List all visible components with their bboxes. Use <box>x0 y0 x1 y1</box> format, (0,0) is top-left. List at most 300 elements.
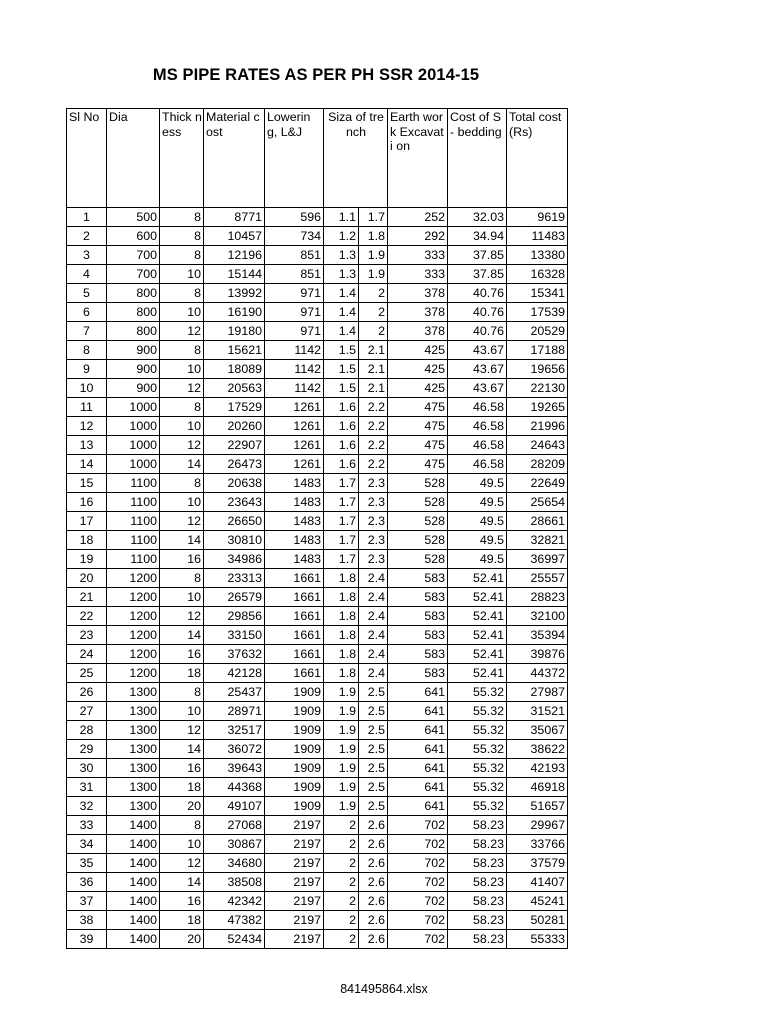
cell-lowering: 1261 <box>265 417 324 436</box>
cell-lowering: 1661 <box>265 569 324 588</box>
cell-sl-no: 23 <box>67 626 107 645</box>
cell-total: 15341 <box>507 284 568 303</box>
cell-bedding: 40.76 <box>448 284 507 303</box>
cell-bedding: 34.94 <box>448 227 507 246</box>
cell-total: 35067 <box>507 721 568 740</box>
cell-total: 44372 <box>507 664 568 683</box>
cell-total: 28823 <box>507 588 568 607</box>
cell-material-cost: 39643 <box>204 759 265 778</box>
cell-trench-width: 1.7 <box>324 531 359 550</box>
cell-dia: 1400 <box>107 873 160 892</box>
cell-thickness: 14 <box>160 531 204 550</box>
cell-earthwork: 702 <box>388 854 448 873</box>
cell-trench-depth: 1.8 <box>359 227 388 246</box>
cell-total: 55333 <box>507 930 568 949</box>
cell-trench-width: 2 <box>324 854 359 873</box>
cell-trench-depth: 2.3 <box>359 493 388 512</box>
header-bedding: Cost of S- bedding <box>448 109 507 208</box>
cell-dia: 1300 <box>107 721 160 740</box>
cell-lowering: 851 <box>265 246 324 265</box>
table-row <box>67 854 568 873</box>
cell-total: 22130 <box>507 379 568 398</box>
cell-bedding: 58.23 <box>448 892 507 911</box>
cell-sl-no: 15 <box>67 474 107 493</box>
cell-earthwork: 641 <box>388 721 448 740</box>
cell-trench-depth: 2.3 <box>359 531 388 550</box>
cell-sl-no: 7 <box>67 322 107 341</box>
cell-lowering: 1909 <box>265 683 324 702</box>
cell-thickness: 8 <box>160 284 204 303</box>
cell-thickness: 12 <box>160 607 204 626</box>
cell-earthwork: 528 <box>388 493 448 512</box>
cell-trench-depth: 2.1 <box>359 379 388 398</box>
cell-sl-no: 12 <box>67 417 107 436</box>
cell-total: 29967 <box>507 816 568 835</box>
cell-sl-no: 19 <box>67 550 107 569</box>
cell-lowering: 1909 <box>265 759 324 778</box>
cell-trench-width: 1.2 <box>324 227 359 246</box>
cell-trench-depth: 2.6 <box>359 892 388 911</box>
cell-trench-depth: 2 <box>359 284 388 303</box>
header-sl-no: Sl No <box>67 109 107 208</box>
cell-total: 28661 <box>507 512 568 531</box>
cell-thickness: 8 <box>160 569 204 588</box>
cell-dia: 1000 <box>107 436 160 455</box>
table-row <box>67 227 568 246</box>
cell-lowering: 1661 <box>265 645 324 664</box>
cell-thickness: 12 <box>160 379 204 398</box>
cell-dia: 1400 <box>107 854 160 873</box>
cell-total: 45241 <box>507 892 568 911</box>
cell-bedding: 52.41 <box>448 588 507 607</box>
cell-lowering: 1483 <box>265 550 324 569</box>
cell-thickness: 14 <box>160 455 204 474</box>
cell-trench-width: 1.6 <box>324 417 359 436</box>
cell-sl-no: 29 <box>67 740 107 759</box>
cell-earthwork: 702 <box>388 892 448 911</box>
cell-trench-depth: 2.6 <box>359 911 388 930</box>
pipe-rates-table <box>66 108 568 949</box>
cell-trench-depth: 2.4 <box>359 588 388 607</box>
cell-dia: 800 <box>107 322 160 341</box>
cell-thickness: 8 <box>160 208 204 227</box>
cell-trench-width: 1.9 <box>324 683 359 702</box>
cell-thickness: 20 <box>160 797 204 816</box>
cell-earthwork: 475 <box>388 436 448 455</box>
cell-thickness: 16 <box>160 645 204 664</box>
cell-trench-depth: 2.6 <box>359 930 388 949</box>
cell-total: 38622 <box>507 740 568 759</box>
cell-lowering: 1909 <box>265 702 324 721</box>
cell-thickness: 10 <box>160 493 204 512</box>
cell-dia: 600 <box>107 227 160 246</box>
cell-lowering: 971 <box>265 284 324 303</box>
cell-bedding: 43.67 <box>448 341 507 360</box>
cell-thickness: 12 <box>160 512 204 531</box>
cell-material-cost: 34986 <box>204 550 265 569</box>
cell-trench-depth: 2.5 <box>359 778 388 797</box>
cell-trench-depth: 2.2 <box>359 417 388 436</box>
cell-material-cost: 37632 <box>204 645 265 664</box>
cell-earthwork: 528 <box>388 531 448 550</box>
table-row <box>67 892 568 911</box>
cell-total: 13380 <box>507 246 568 265</box>
file-name-footer: 841495864.xlsx <box>340 982 428 996</box>
cell-lowering: 596 <box>265 208 324 227</box>
cell-trench-width: 2 <box>324 930 359 949</box>
cell-lowering: 1909 <box>265 778 324 797</box>
cell-earthwork: 702 <box>388 930 448 949</box>
table-row <box>67 322 568 341</box>
cell-trench-depth: 2.3 <box>359 474 388 493</box>
cell-total: 25654 <box>507 493 568 512</box>
cell-dia: 900 <box>107 360 160 379</box>
cell-dia: 1100 <box>107 550 160 569</box>
page-title: MS PIPE RATES AS PER PH SSR 2014-15 <box>152 66 480 84</box>
cell-material-cost: 29856 <box>204 607 265 626</box>
cell-sl-no: 2 <box>67 227 107 246</box>
header-thickness: Thick ness <box>160 109 204 208</box>
cell-thickness: 8 <box>160 474 204 493</box>
cell-sl-no: 18 <box>67 531 107 550</box>
cell-material-cost: 20638 <box>204 474 265 493</box>
cell-sl-no: 13 <box>67 436 107 455</box>
cell-dia: 1200 <box>107 607 160 626</box>
cell-lowering: 2197 <box>265 892 324 911</box>
cell-bedding: 58.23 <box>448 816 507 835</box>
cell-material-cost: 32517 <box>204 721 265 740</box>
cell-dia: 1200 <box>107 588 160 607</box>
cell-dia: 1400 <box>107 892 160 911</box>
cell-dia: 1300 <box>107 683 160 702</box>
cell-sl-no: 34 <box>67 835 107 854</box>
cell-material-cost: 23313 <box>204 569 265 588</box>
cell-sl-no: 24 <box>67 645 107 664</box>
cell-lowering: 1483 <box>265 531 324 550</box>
cell-dia: 500 <box>107 208 160 227</box>
cell-dia: 1000 <box>107 398 160 417</box>
cell-dia: 900 <box>107 379 160 398</box>
cell-material-cost: 16190 <box>204 303 265 322</box>
cell-bedding: 58.23 <box>448 835 507 854</box>
cell-material-cost: 30810 <box>204 531 265 550</box>
cell-trench-width: 1.6 <box>324 455 359 474</box>
header-size-of-trench: Siza of trench <box>324 109 388 208</box>
cell-trench-depth: 1.9 <box>359 246 388 265</box>
cell-lowering: 1142 <box>265 341 324 360</box>
cell-sl-no: 20 <box>67 569 107 588</box>
cell-lowering: 2197 <box>265 816 324 835</box>
cell-total: 37579 <box>507 854 568 873</box>
cell-dia: 1200 <box>107 645 160 664</box>
cell-earthwork: 583 <box>388 588 448 607</box>
table-row <box>67 645 568 664</box>
cell-dia: 1300 <box>107 702 160 721</box>
cell-trench-width: 2 <box>324 892 359 911</box>
cell-trench-width: 1.1 <box>324 208 359 227</box>
cell-thickness: 8 <box>160 246 204 265</box>
cell-trench-width: 1.7 <box>324 550 359 569</box>
cell-lowering: 1142 <box>265 379 324 398</box>
cell-sl-no: 32 <box>67 797 107 816</box>
cell-thickness: 18 <box>160 911 204 930</box>
cell-dia: 1300 <box>107 759 160 778</box>
cell-sl-no: 26 <box>67 683 107 702</box>
cell-total: 50281 <box>507 911 568 930</box>
cell-bedding: 46.58 <box>448 455 507 474</box>
cell-total: 28209 <box>507 455 568 474</box>
cell-total: 36997 <box>507 550 568 569</box>
cell-lowering: 1261 <box>265 436 324 455</box>
cell-earthwork: 641 <box>388 740 448 759</box>
cell-trench-width: 1.9 <box>324 721 359 740</box>
table-row <box>67 607 568 626</box>
cell-earthwork: 333 <box>388 265 448 284</box>
cell-trench-depth: 2.5 <box>359 797 388 816</box>
cell-bedding: 43.67 <box>448 360 507 379</box>
cell-trench-width: 1.5 <box>324 379 359 398</box>
table-row <box>67 911 568 930</box>
cell-lowering: 1142 <box>265 360 324 379</box>
cell-trench-width: 1.8 <box>324 569 359 588</box>
cell-trench-depth: 2.3 <box>359 512 388 531</box>
cell-lowering: 1661 <box>265 664 324 683</box>
table-row <box>67 626 568 645</box>
cell-trench-depth: 2.5 <box>359 759 388 778</box>
cell-bedding: 46.58 <box>448 398 507 417</box>
cell-earthwork: 475 <box>388 455 448 474</box>
cell-trench-depth: 2.5 <box>359 702 388 721</box>
cell-trench-width: 1.9 <box>324 797 359 816</box>
cell-total: 19265 <box>507 398 568 417</box>
cell-earthwork: 583 <box>388 626 448 645</box>
cell-total: 17188 <box>507 341 568 360</box>
cell-earthwork: 378 <box>388 303 448 322</box>
cell-material-cost: 34680 <box>204 854 265 873</box>
table-row <box>67 512 568 531</box>
cell-trench-depth: 1.7 <box>359 208 388 227</box>
cell-thickness: 16 <box>160 550 204 569</box>
cell-material-cost: 19180 <box>204 322 265 341</box>
cell-thickness: 10 <box>160 303 204 322</box>
cell-thickness: 10 <box>160 360 204 379</box>
cell-thickness: 10 <box>160 265 204 284</box>
cell-trench-width: 1.9 <box>324 778 359 797</box>
cell-total: 35394 <box>507 626 568 645</box>
cell-earthwork: 583 <box>388 569 448 588</box>
cell-total: 32821 <box>507 531 568 550</box>
cell-bedding: 40.76 <box>448 322 507 341</box>
cell-trench-depth: 2.2 <box>359 398 388 417</box>
cell-sl-no: 10 <box>67 379 107 398</box>
cell-bedding: 58.23 <box>448 930 507 949</box>
cell-dia: 1100 <box>107 512 160 531</box>
header-earthwork: Earth work Excavati on <box>388 109 448 208</box>
cell-lowering: 2197 <box>265 873 324 892</box>
table-row <box>67 873 568 892</box>
cell-bedding: 52.41 <box>448 664 507 683</box>
cell-bedding: 55.32 <box>448 683 507 702</box>
cell-lowering: 1483 <box>265 493 324 512</box>
cell-earthwork: 528 <box>388 550 448 569</box>
cell-trench-depth: 2.4 <box>359 626 388 645</box>
cell-earthwork: 475 <box>388 417 448 436</box>
cell-sl-no: 1 <box>67 208 107 227</box>
table-row <box>67 455 568 474</box>
cell-trench-depth: 2 <box>359 322 388 341</box>
table-row <box>67 398 568 417</box>
cell-bedding: 55.32 <box>448 778 507 797</box>
cell-lowering: 1909 <box>265 797 324 816</box>
cell-trench-width: 1.7 <box>324 512 359 531</box>
cell-thickness: 16 <box>160 759 204 778</box>
cell-trench-depth: 2.6 <box>359 816 388 835</box>
cell-trench-width: 1.8 <box>324 588 359 607</box>
table-row <box>67 550 568 569</box>
cell-bedding: 55.32 <box>448 721 507 740</box>
cell-material-cost: 47382 <box>204 911 265 930</box>
cell-sl-no: 36 <box>67 873 107 892</box>
cell-total: 51657 <box>507 797 568 816</box>
cell-sl-no: 4 <box>67 265 107 284</box>
cell-thickness: 12 <box>160 322 204 341</box>
cell-sl-no: 3 <box>67 246 107 265</box>
table-row <box>67 930 568 949</box>
cell-material-cost: 27068 <box>204 816 265 835</box>
cell-material-cost: 18089 <box>204 360 265 379</box>
cell-bedding: 49.5 <box>448 493 507 512</box>
cell-sl-no: 11 <box>67 398 107 417</box>
cell-total: 19656 <box>507 360 568 379</box>
cell-sl-no: 8 <box>67 341 107 360</box>
cell-bedding: 52.41 <box>448 626 507 645</box>
cell-bedding: 55.32 <box>448 797 507 816</box>
cell-total: 32100 <box>507 607 568 626</box>
cell-sl-no: 16 <box>67 493 107 512</box>
cell-trench-depth: 2.5 <box>359 740 388 759</box>
cell-bedding: 37.85 <box>448 265 507 284</box>
cell-material-cost: 8771 <box>204 208 265 227</box>
cell-total: 33766 <box>507 835 568 854</box>
cell-trench-width: 1.5 <box>324 360 359 379</box>
cell-earthwork: 378 <box>388 284 448 303</box>
cell-trench-depth: 2.4 <box>359 645 388 664</box>
cell-sl-no: 21 <box>67 588 107 607</box>
cell-material-cost: 20260 <box>204 417 265 436</box>
cell-material-cost: 15144 <box>204 265 265 284</box>
cell-bedding: 40.76 <box>448 303 507 322</box>
cell-trench-width: 1.8 <box>324 645 359 664</box>
cell-total: 46918 <box>507 778 568 797</box>
cell-trench-width: 1.7 <box>324 493 359 512</box>
cell-thickness: 10 <box>160 417 204 436</box>
header-row <box>67 109 568 208</box>
cell-material-cost: 26473 <box>204 455 265 474</box>
cell-trench-depth: 2.6 <box>359 854 388 873</box>
cell-sl-no: 39 <box>67 930 107 949</box>
cell-bedding: 55.32 <box>448 740 507 759</box>
table-row <box>67 436 568 455</box>
cell-sl-no: 5 <box>67 284 107 303</box>
cell-thickness: 8 <box>160 341 204 360</box>
table-row <box>67 683 568 702</box>
cell-total: 21996 <box>507 417 568 436</box>
cell-bedding: 58.23 <box>448 873 507 892</box>
cell-earthwork: 641 <box>388 683 448 702</box>
cell-earthwork: 528 <box>388 512 448 531</box>
cell-material-cost: 42128 <box>204 664 265 683</box>
cell-earthwork: 252 <box>388 208 448 227</box>
cell-total: 41407 <box>507 873 568 892</box>
cell-trench-width: 1.3 <box>324 246 359 265</box>
cell-material-cost: 23643 <box>204 493 265 512</box>
cell-bedding: 49.5 <box>448 531 507 550</box>
cell-total: 22649 <box>507 474 568 493</box>
cell-trench-width: 2 <box>324 873 359 892</box>
cell-bedding: 43.67 <box>448 379 507 398</box>
cell-dia: 900 <box>107 341 160 360</box>
cell-trench-width: 1.4 <box>324 284 359 303</box>
table-row <box>67 664 568 683</box>
cell-total: 16328 <box>507 265 568 284</box>
cell-thickness: 14 <box>160 626 204 645</box>
cell-dia: 1200 <box>107 569 160 588</box>
cell-bedding: 49.5 <box>448 474 507 493</box>
cell-material-cost: 22907 <box>204 436 265 455</box>
cell-trench-width: 1.7 <box>324 474 359 493</box>
cell-sl-no: 17 <box>67 512 107 531</box>
cell-dia: 1300 <box>107 797 160 816</box>
cell-sl-no: 35 <box>67 854 107 873</box>
cell-sl-no: 37 <box>67 892 107 911</box>
cell-earthwork: 641 <box>388 778 448 797</box>
cell-dia: 1200 <box>107 664 160 683</box>
cell-thickness: 18 <box>160 778 204 797</box>
cell-material-cost: 10457 <box>204 227 265 246</box>
cell-thickness: 16 <box>160 892 204 911</box>
cell-bedding: 32.03 <box>448 208 507 227</box>
cell-bedding: 55.32 <box>448 702 507 721</box>
cell-lowering: 1909 <box>265 740 324 759</box>
cell-sl-no: 22 <box>67 607 107 626</box>
cell-thickness: 8 <box>160 816 204 835</box>
table-row <box>67 835 568 854</box>
cell-total: 27987 <box>507 683 568 702</box>
cell-thickness: 12 <box>160 721 204 740</box>
cell-earthwork: 641 <box>388 702 448 721</box>
cell-lowering: 1261 <box>265 455 324 474</box>
cell-earthwork: 425 <box>388 341 448 360</box>
cell-sl-no: 28 <box>67 721 107 740</box>
cell-lowering: 971 <box>265 322 324 341</box>
cell-lowering: 1261 <box>265 398 324 417</box>
cell-dia: 1200 <box>107 626 160 645</box>
cell-material-cost: 38508 <box>204 873 265 892</box>
cell-total: 39876 <box>507 645 568 664</box>
table-row <box>67 721 568 740</box>
cell-earthwork: 641 <box>388 759 448 778</box>
cell-dia: 1300 <box>107 740 160 759</box>
cell-lowering: 2197 <box>265 835 324 854</box>
cell-earthwork: 378 <box>388 322 448 341</box>
cell-material-cost: 25437 <box>204 683 265 702</box>
cell-trench-width: 1.9 <box>324 702 359 721</box>
cell-total: 42193 <box>507 759 568 778</box>
cell-earthwork: 641 <box>388 797 448 816</box>
cell-lowering: 1483 <box>265 474 324 493</box>
cell-sl-no: 30 <box>67 759 107 778</box>
cell-bedding: 52.41 <box>448 569 507 588</box>
